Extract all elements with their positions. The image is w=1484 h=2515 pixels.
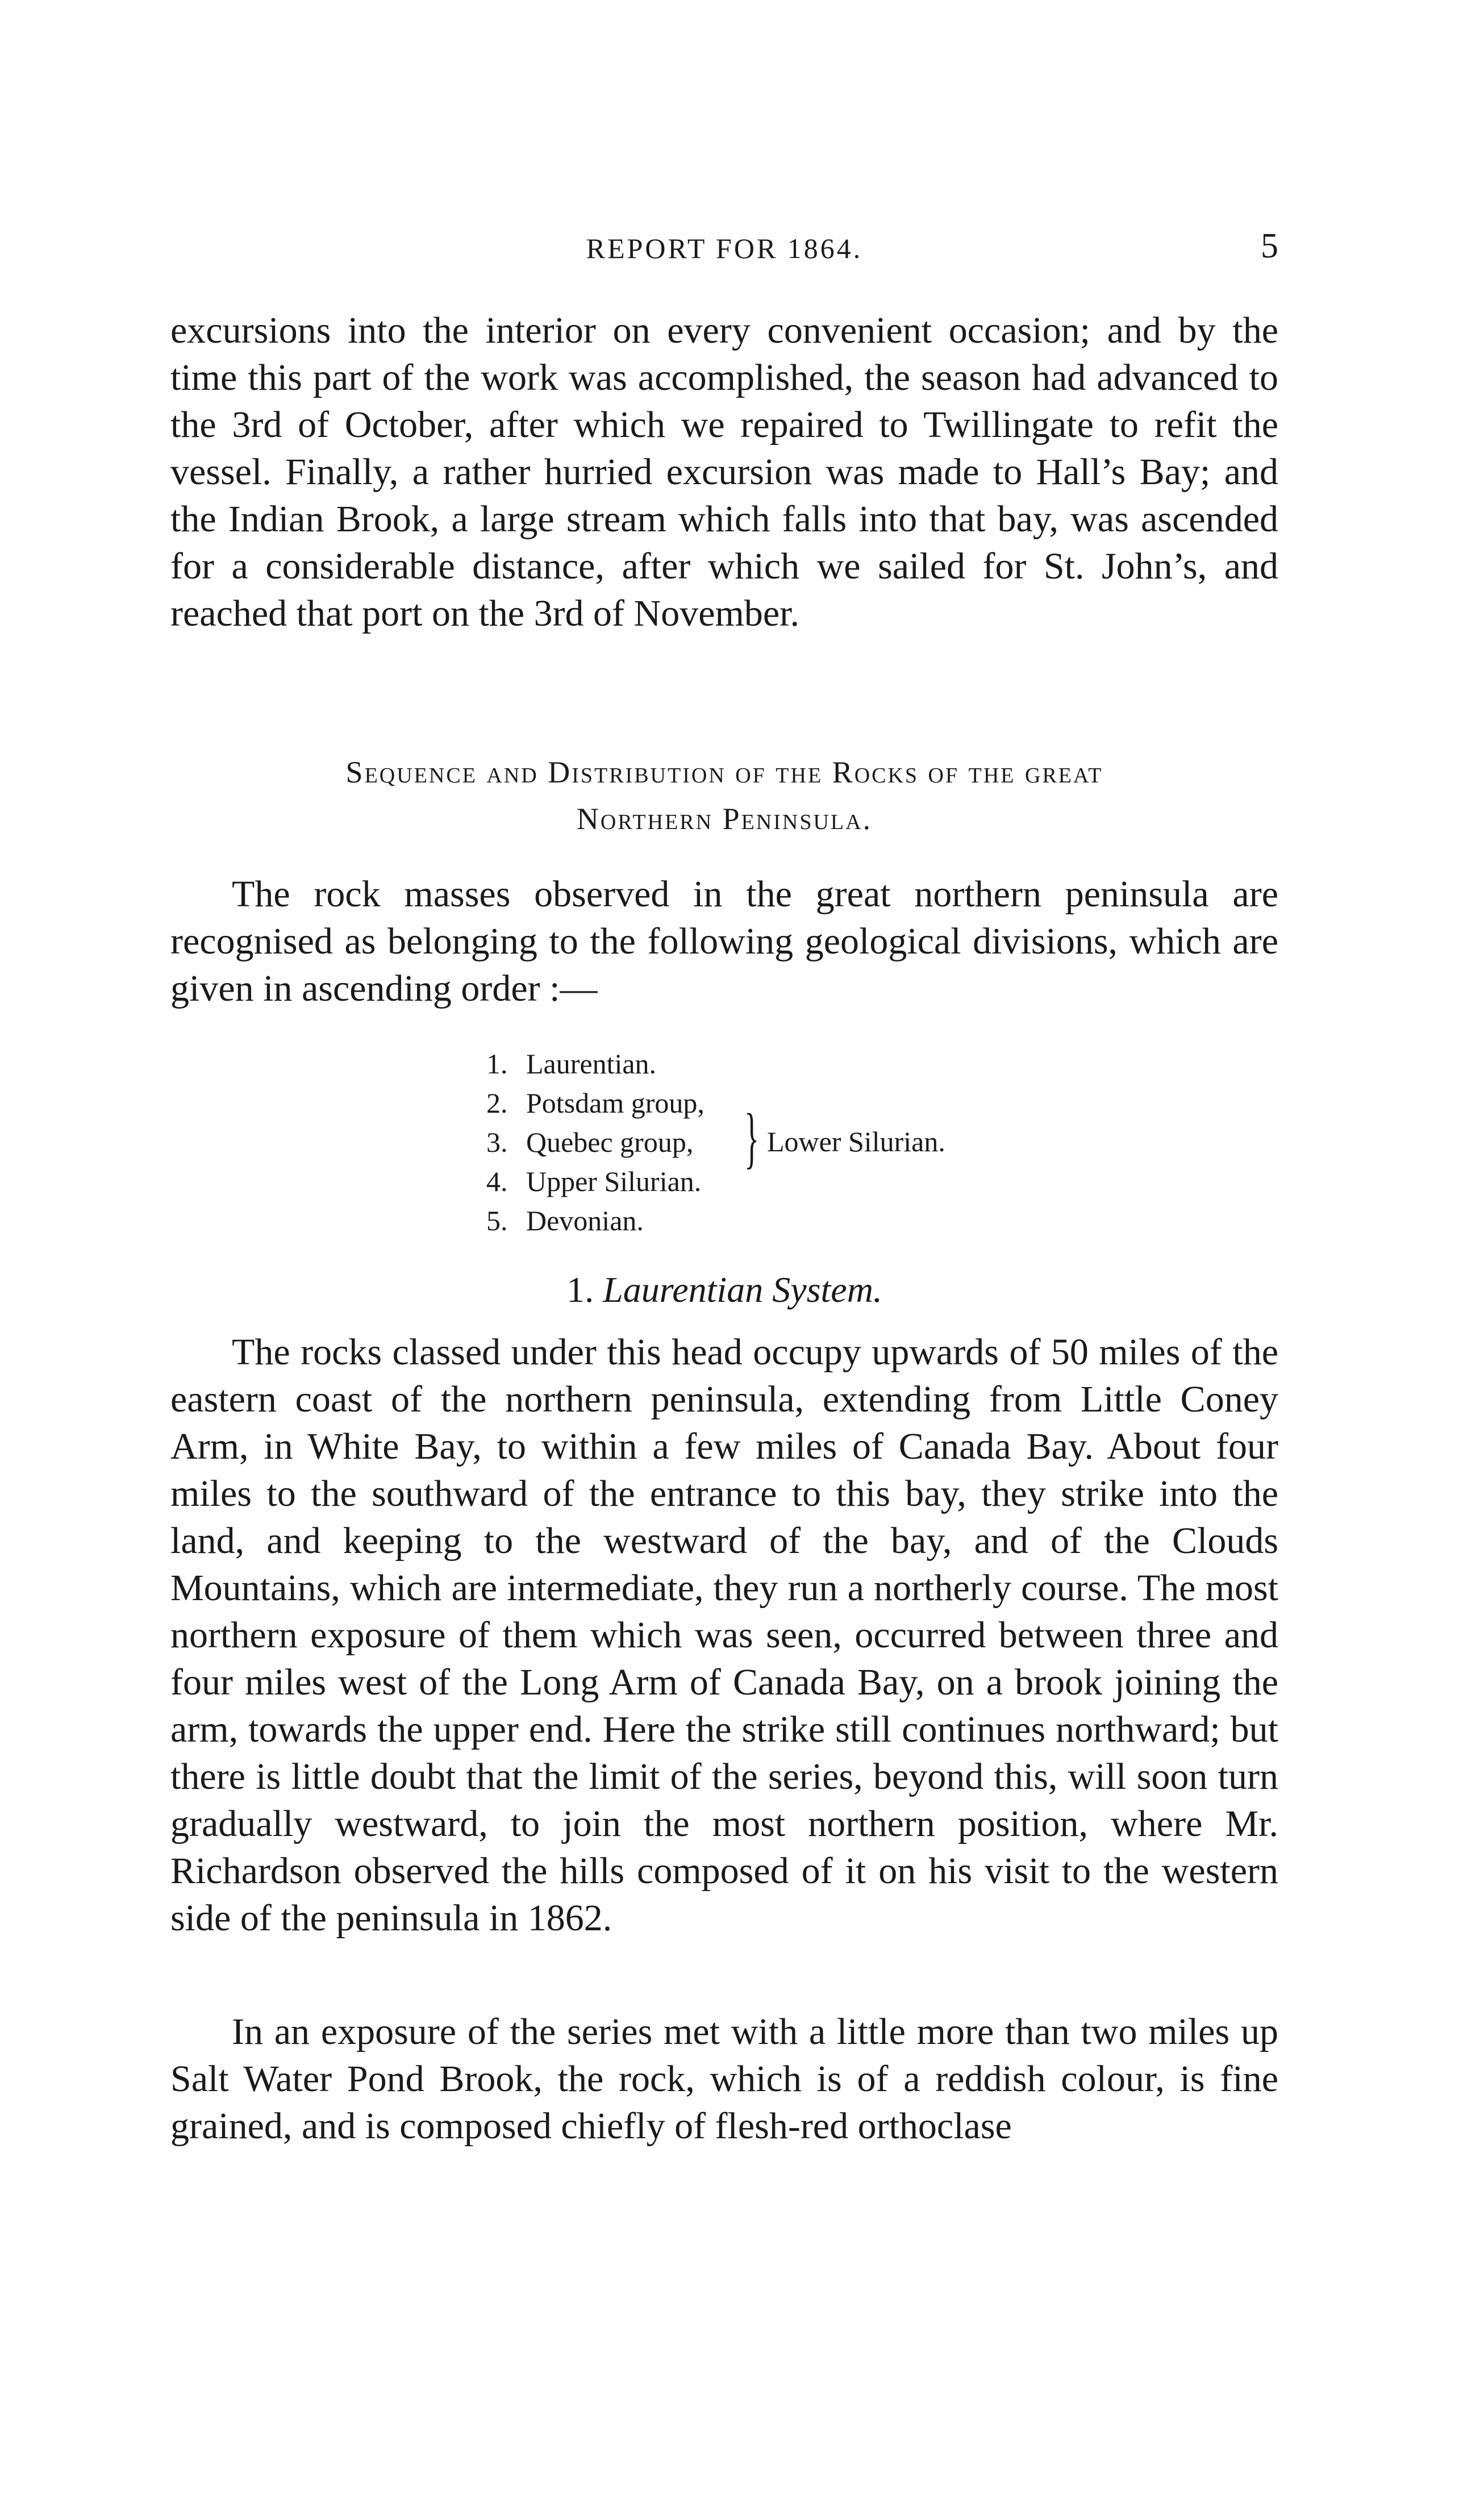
running-title: REPORT FOR 1864. [586, 232, 863, 264]
subsection-number: 1. [566, 1269, 594, 1310]
running-head [170, 226, 1278, 272]
list-item-label: Upper Silurian. [526, 1165, 702, 1197]
list-item-number: 5. [486, 1205, 508, 1236]
list-item-number: 1. [486, 1048, 508, 1080]
list-item-number: 4. [486, 1165, 508, 1197]
sequence-paragraph-text: The rock masses observed in the great northern peninsula are recognised as belonging to the following geological divisions, which are given in ascending order :— [170, 873, 1278, 1009]
list-item-label: Devonian. [526, 1205, 644, 1236]
page-number: 5 [1261, 227, 1278, 265]
intro-paragraph [170, 307, 1278, 637]
subsection-heading [170, 1269, 1278, 1311]
right-brace-icon: } [744, 1100, 759, 1175]
list-item-label: Potsdam group, [526, 1087, 705, 1119]
exposure-paragraph [170, 2008, 1278, 2150]
list-item [486, 1162, 1054, 1201]
list-item-number: 2. [486, 1087, 508, 1119]
list-item [486, 1201, 1054, 1240]
section-heading [170, 749, 1278, 842]
subsection-title: Laurentian System. [603, 1269, 882, 1310]
section-heading-line-1: Sequence and Distribution of the Rocks of the great [345, 755, 1103, 789]
section-heading-line-2: Northern Peninsula. [576, 802, 873, 836]
exposure-paragraph-text: In an exposure of the series met with a little more than two miles up Salt Water Pond Brook, the rock, which is of a reddish colour, is fine grained, and is composed chiefly of flesh-red orthoclase [170, 2011, 1278, 2147]
laurentian-paragraph [170, 1329, 1278, 1942]
list-item [486, 1044, 1054, 1084]
bracket-label: Lower Silurian. [767, 1126, 945, 1157]
sequence-paragraph [170, 871, 1278, 1012]
list-item-number: 3. [486, 1126, 508, 1158]
intro-paragraph-text: excursions into the interior on every convenient occasion; and by the time this part of the work was accomplished, the season had advanced to the 3rd of October, after which we repaired to Twillingate to refit the vessel. Finally, a rather hurried excursion was made to Hall’s Bay; and the Indian Brook, a large stream which falls into that bay, was ascended for a considerable distance, after which we sailed for St. John’s, and reached that port on the 3rd of November. [170, 310, 1278, 634]
laurentian-paragraph-text: The rocks classed under this head occupy upwards of 50 miles of the eastern coast of the northern peninsula, extending from Little Coney Arm, in White Bay, to within a few miles of Canada Bay. About four miles to the southward of the entrance to this bay, they strike into the land, and keeping to the westward of the bay, and of the Clouds Mountains, which are intermediate, they run a northerly course. The most northern exposure of them which was seen, occurred between three and four miles west of the Long Arm of Canada Bay, on a brook joining the arm, towards the upper end. Here the strike still continues northward; but there is little doubt that the limit of the series, beyond this, will soon turn gradually westward, to join the most northern position, where Mr. Richardson observed the hills composed of it on his visit to the western side of the peninsula in 1862. [170, 1331, 1278, 1939]
list-item-label: Laurentian. [526, 1048, 657, 1080]
list-item [486, 1084, 1054, 1123]
list-item-label: Quebec group, [526, 1126, 694, 1158]
